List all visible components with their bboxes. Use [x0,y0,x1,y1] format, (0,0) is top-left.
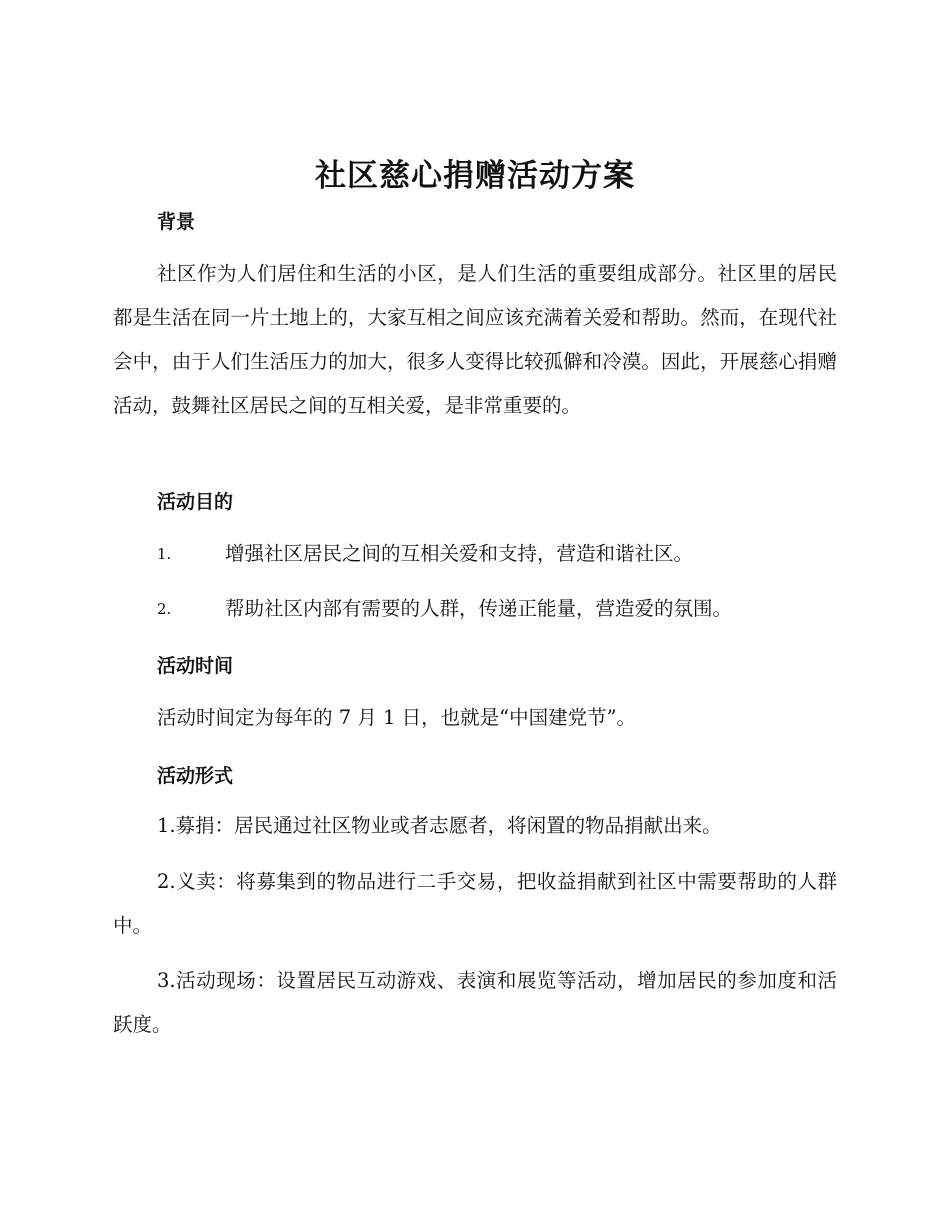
form-item: 1.募捐：居民通过社区物业或者志愿者，将闲置的物品捐献出来。 [157,814,722,837]
list-text: 增强社区居民之间的互相关爱和支持，营造和谐社区。 [225,542,694,565]
time-paragraph: 活动时间定为每年的 7 月 1 日，也就是“中国建党节”。 [157,706,637,729]
document-title: 社区慈心捐赠活动方案 [315,158,635,194]
section-heading-background: 背景 [157,211,196,233]
section-heading-purpose: 活动目的 [157,491,234,513]
form-item: 3.活动现场：设置居民互动游戏、表演和展览等活动，增加居民的参加度和活跃度。 [113,969,837,1036]
background-paragraph: 社区作为人们居住和生活的小区，是人们生活的重要组成部分。社区里的居民都是生活在同一片土地上的，大家互相之间应该充满着关爱和帮助。然而，在现代社会中，由于人们生活压力的加大，很多人变得比较孤僻和冷漠。因此，开展慈心捐赠活动，鼓舞社区居民之间的互相关爱，是非常重要的。 [113,262,837,417]
section-heading-form: 活动形式 [157,765,234,787]
list-number: 1. [157,545,172,563]
form-item: 2.义卖：将募集到的物品进行二手交易，把收益捐献到社区中需要帮助的人群中。 [113,870,837,937]
section-heading-time: 活动时间 [157,655,234,677]
list-text: 帮助社区内部有需要的人群，传递正能量，营造爱的氛围。 [225,597,733,620]
list-number: 2. [157,600,172,618]
